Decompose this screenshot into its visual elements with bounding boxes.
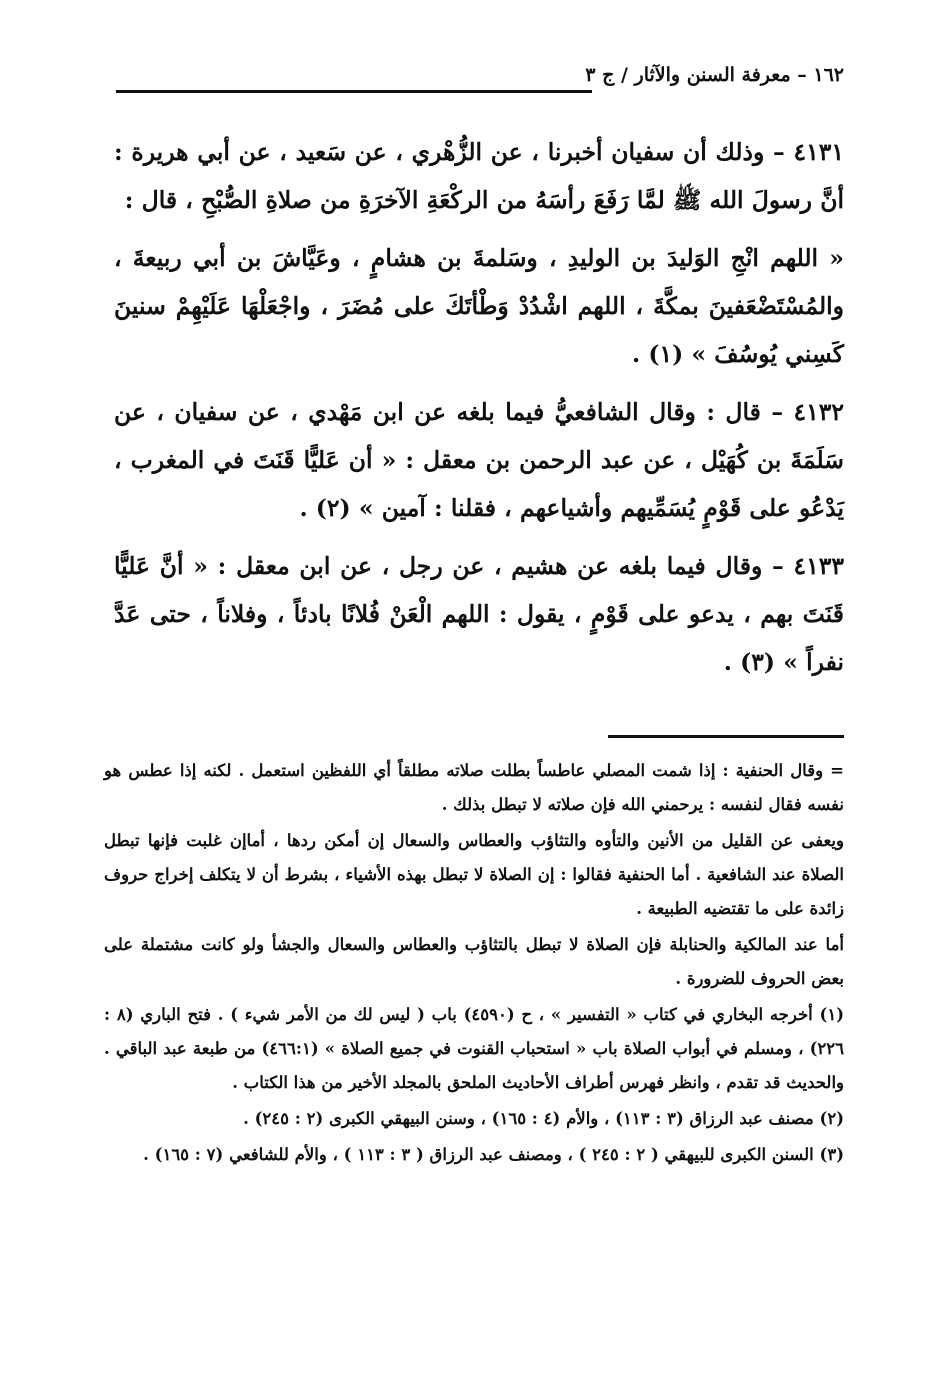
paragraph-4131: ٤١٣١ – وذلك أن سفيان أخبرنا ، عن الزُّهْري ، عن سَعيد ، عن أبي هريرة : أنَّ رسولَ الله ﷺ لمَّا رَفَعَ رأسَهُ من الركْعَةِ الآخرَةِ من صلاةِ الصُّبْحِ ، قال : [114,138,844,214]
paragraph-dua: « اللهم انْجِ الوَليدَ بن الوليدِ ، وسَلمةَ بن هشامٍ ، وعَيَّاشَ بن أبي ربيعةَ ، والمُسْتَضْعَفينَ بمكَّةَ ، اللهم اشْدُدْ وَطْأتَكَ على مُضَرَ ، واجْعَلْهَا عَلَيْهِمْ سنينَ كَسِني يُوسُفَ » (١) . [114,244,844,368]
main-text [114,128,844,696]
footnote-2: (٢) مصنف عبد الرزاق (٣ : ١١٣) ، والأم (٤ : ١٦٥) ، وسنن البيهقي الكبرى (٢ : ٢٤٥) . [243,1109,844,1128]
paragraph-4133: ٤١٣٣ – وقال فيما بلغه عن هشيم ، عن رجل ، عن ابن معقل : « أنَّ عَليًّا قَنَتَ بهم ، يدعو على قَوْمٍ ، يقول : اللهم الْعَنْ فُلانًا بادئاً ، وفلاناً ، حتى عَدَّ نفراً » (٣) . [114,552,844,676]
running-header [585,64,844,86]
header-rule [116,90,592,93]
footnote-text: ويعفى عن القليل من الأنين والتأوه والتثاؤب والعطاس والسعال إن أمكن ردها ، أماإن غلبت فإنها تبطل الصلاة عند الشافعية . أما الحنفية فقالوا : إن الصلاة لا تبطل بهذه الأشياء ، بشرط أن لا يتكلف إخراج حروف زائدة على ما تقتضيه الطبيعة . [104,831,844,918]
paragraph-4132: ٤١٣٢ – قال : وقال الشافعيُّ فيما بلغه عن ابن مَهْدي ، عن سفيان ، عن سَلَمَةَ بن كُهَيْل ، عن عبد الرحمن بن معقل : « أن عَليًّا قَنَتَ في المغرب ، يَدْعُو على قَوْمٍ يُسَمِّيهم وأشياعهم ، فقلنا : آمين » (٢) . [114,398,844,522]
footnote-3: (٣) السنن الكبرى للبيهقي ( ٢ : ٢٤٥ ) ، ومصنف عبد الرزاق ( ٣ : ١١٣ ) ، والأم للشافعي (٧ : ١٦٥) . [143,1145,844,1164]
footnote-continued: = وقال الحنفية : إذا شمت المصلي عاطساً بطلت صلاته مطلقاً أي اللفظين استعمل . لكنه إذا عطس هو نفسه فقال لنفسه : يرحمني الله فإن صلاته لا تبطل بذلك . [104,761,844,814]
footnote-text: أما عند المالكية والحنابلة فإن الصلاة لا تبطل بالتثاؤب والعطاس والسعال والجشأ ولو كانت مشتملة على بعض الحروف للضرورة . [104,935,844,988]
footnotes [104,754,844,1174]
footnote-separator [608,735,844,738]
running-title: ١٦٢ – معرفة السنن والآثار / ج ٣ [585,64,844,86]
footnote-1: (١) أخرجه البخاري في كتاب « التفسير » ، ح (٤٥٩٠) باب ( ليس لك من الأمر شيء ) . فتح الباري (٨ : ٢٢٦) ، ومسلم في أبواب الصلاة باب « استحباب القنوت في جميع الصلاة » (٤٦٦:١) من طبعة عبد الباقي . والحديث قد تقدم ، وانظر فهرس أطراف الأحاديث الملحق بالمجلد الأخير من هذا الكتاب . [104,1005,844,1092]
